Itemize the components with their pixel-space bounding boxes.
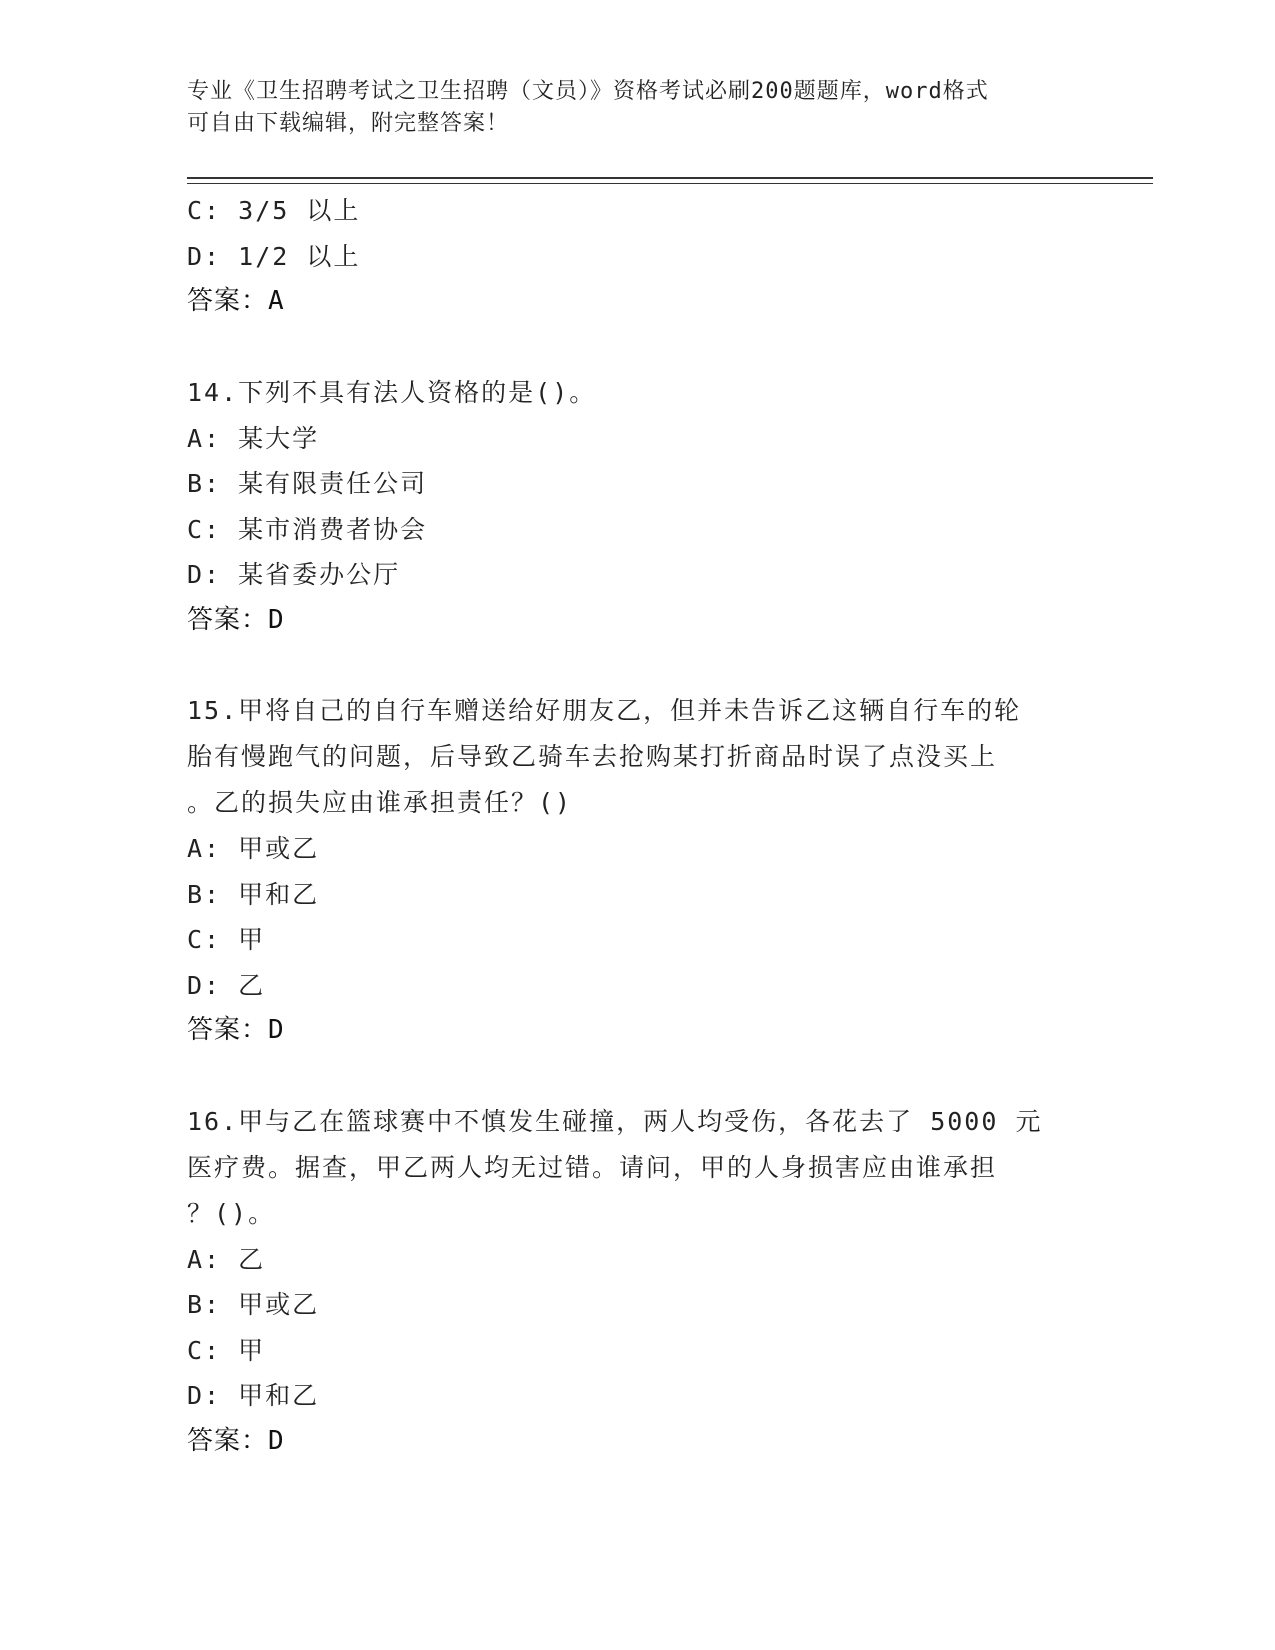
option-a: A: 甲或乙 [187, 834, 320, 863]
answer-label: 答案：D [187, 1015, 285, 1045]
answer-label: 答案：A [187, 286, 285, 316]
option-d: D: 甲和乙 [187, 1381, 320, 1410]
question-stem-line-1: 15.甲将自己的自行车赠送给好朋友乙，但并未告诉乙这辆自行车的轮 [187, 696, 1022, 725]
question-16 [187, 1099, 1087, 1465]
option-d: D: 乙 [187, 970, 266, 1000]
option-c: C: 甲 [187, 925, 266, 954]
question-stem-line-2: 胎有慢跑气的问题，后导致乙骑车去抢购某打折商品时误了点没买上 [187, 742, 998, 771]
question-list [187, 188, 1087, 1464]
question-15 [187, 688, 1087, 1054]
answer-label: 答案：D [187, 604, 285, 635]
question-14 [187, 370, 1087, 644]
option-a: A: 乙 [187, 1244, 266, 1274]
spacer [187, 1054, 1087, 1099]
spacer [187, 643, 1087, 688]
question-13-continuation [187, 188, 1087, 325]
spacer [187, 325, 1087, 370]
option-c: C: 甲 [187, 1335, 266, 1365]
header-divider-thick [187, 177, 1153, 179]
question-stem-line-3: 。乙的损失应由谁承担责任？() [187, 788, 573, 817]
question-stem-line-2: 医疗费。据查，甲乙两人均无过错。请问，甲的人身损害应由谁承担 [187, 1152, 998, 1182]
document-header [187, 76, 1067, 140]
option-c: C: 某市消费者协会 [187, 514, 428, 544]
answer-label: 答案：D [187, 1425, 285, 1456]
option-d: D: 1/2 以上 [187, 241, 361, 271]
option-b: B: 甲和乙 [187, 879, 320, 909]
option-b: B: 某有限责任公司 [187, 469, 428, 498]
question-stem-line-3: ？()。 [187, 1198, 276, 1228]
option-c: C: 3/5 以上 [187, 196, 361, 225]
option-b: B: 甲或乙 [187, 1290, 320, 1319]
header-line-1: 专业《卫生招聘考试之卫生招聘（文员）》资格考试必刷200题题库，word格式 [187, 79, 989, 104]
header-divider-thin [187, 183, 1153, 184]
question-stem-line-1: 16.甲与乙在篮球赛中不慎发生碰撞，两人均受伤，各花去了 5000 元 [187, 1106, 1043, 1136]
question-stem: 14.下列不具有法人资格的是()。 [187, 377, 597, 407]
option-a: A: 某大学 [187, 423, 320, 453]
header-line-2: 可自由下载编辑，附完整答案！ [187, 111, 510, 136]
option-d: D: 某省委办公厅 [187, 560, 401, 589]
